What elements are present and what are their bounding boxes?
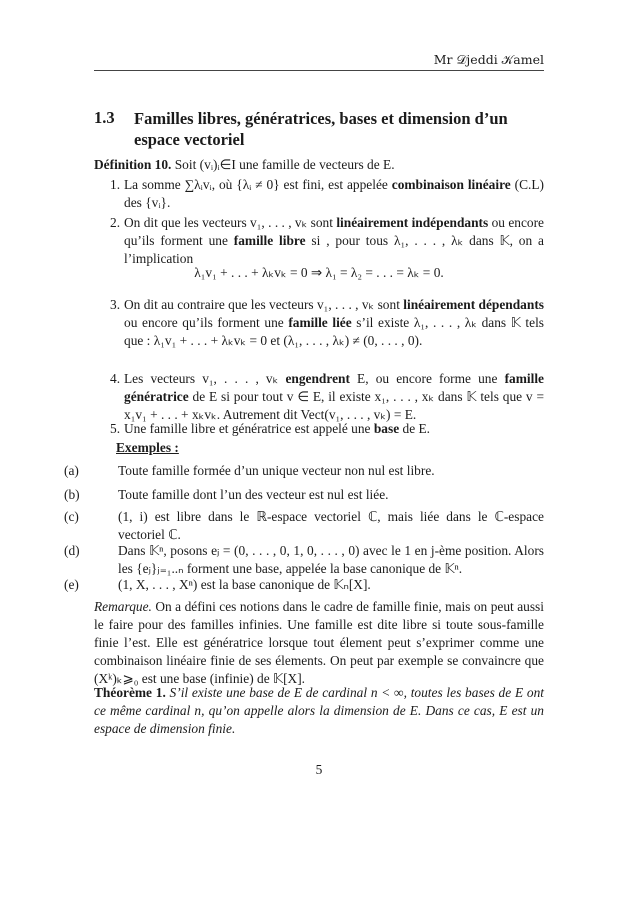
section-title: Familles libres, génératrices, bases et dimension d’un espace vectoriel: [134, 109, 508, 149]
item-term: famille liée: [288, 315, 352, 330]
item-text: [124, 296, 544, 350]
item-text-part: de E.: [399, 421, 431, 436]
definition-label: Définition 10.: [94, 157, 172, 172]
item-term: base: [373, 421, 400, 436]
item-term: linéairement indépendants: [336, 215, 489, 230]
item-number: 1.: [110, 177, 121, 192]
header-author: Mr 𝒟jeddi 𝒦amel: [433, 52, 544, 67]
example-label: (b): [64, 487, 80, 502]
item-text: [124, 370, 544, 424]
theorem-paragraph: [94, 684, 544, 738]
definition-intro: Soit (vᵢ)ᵢ∈I une famille de vecteurs de E.: [174, 157, 395, 172]
definition-heading: [94, 156, 544, 174]
item-text: [124, 176, 544, 212]
implication-equation: λ₁v₁ + . . . + λₖvₖ = 0 ⇒ λ₁ = λ₂ = . . . = λₖ = 0.: [194, 265, 444, 280]
section-number: 1.3: [94, 108, 115, 127]
item-text-part: de E si pour tout v ∈ E, il existe x₁, . . . , xₖ dans 𝕂 tels que v = x₁v₁ + . . . + xₖvₖ. Autrement dit Vect(v₁, . . . , vₖ) = E.: [124, 389, 544, 422]
item-term: combinaison linéaire: [391, 177, 511, 192]
item-text-part: La somme ∑λᵢvᵢ, où {λᵢ ≠ 0} est fini, est appelée: [124, 177, 392, 192]
item-text-part: ou encore qu’ils forment une: [124, 215, 545, 248]
item-number: 4.: [110, 371, 121, 386]
item-text-part: s’il existe λ₁, . . . , λₖ dans 𝕂 tels que : λ₁v₁ + . . . + λₖvₖ = 0 et (λ₁, . . . , λₖ) ≠ (0, . . . , 0).: [124, 315, 544, 348]
item-text-part: si , pour tous λ₁, . . . , λₖ dans 𝕂, on a l’implication: [124, 233, 544, 266]
item-number: 5.: [110, 421, 121, 436]
running-header: [94, 50, 544, 71]
item-term: famille libre: [233, 233, 306, 248]
example-label: (e): [64, 577, 79, 592]
item-term: linéairement dépendants: [403, 297, 545, 312]
item-text-part: ou encore qu’ils forment une: [124, 315, 289, 330]
item-term: engendrent: [285, 371, 350, 386]
item-number: 3.: [110, 297, 121, 312]
page-number: 5: [315, 762, 323, 777]
example-text: (1, i) est libre dans le ℝ-espace vectoriel ℂ, mais liée dans le ℂ-espace vectoriel ℂ.: [118, 509, 544, 542]
remark-label: Remarque.: [94, 599, 152, 614]
item-text-part: On dit au contraire que les vecteurs v₁, . . . , vₖ sont: [124, 297, 404, 312]
example-text: Toute famille dont l’un des vecteur est nul est liée.: [118, 487, 389, 502]
item-text-part: (C.L) des {vᵢ}.: [124, 177, 545, 210]
example-text: Dans 𝕂ⁿ, posons eⱼ = (0, . . . , 0, 1, 0, . . . , 0) avec le 1 en j-ème position. Alors les {eⱼ}ⱼ₌₁..ₙ forment une base, appelée la base canonique de 𝕂ⁿ.: [118, 543, 544, 576]
remark-paragraph: [94, 598, 544, 688]
theorem-text: S’il existe une base de E de cardinal n < ∞, toutes les bases de E ont ce même cardinal n, qu’on appelle alors la dimension de E. Dans ce cas, E est un espace de dimension finie.: [94, 685, 544, 736]
example-label: (c): [64, 509, 79, 524]
theorem-label: Théorème 1.: [94, 685, 166, 700]
example-label: (a): [64, 463, 79, 478]
item-text-part: Une famille libre et génératrice est appelé une: [124, 421, 374, 436]
item-term: famille génératrice: [124, 371, 544, 404]
item-text-part: E, ou encore forme une: [349, 371, 505, 386]
remark-text: On a défini ces notions dans le cadre de famille finie, mais on peut aussi le faire pour des familles infinies. Une famille est dite libre si toute sous-famille finie l’est. Elle est génératrice lorsque tout élement peut s’exprimer comme une combinaison linéaire finie de ses élements. On peut par exemple se convaincre que (Xᵏ)ₖ⩾₀ est une base (infinie) de 𝕂[X].: [94, 599, 544, 686]
item-text-part: Les vecteurs v₁, . . . , vₖ: [124, 371, 286, 386]
item-text-part: On dit que les vecteurs v₁, . . . , vₖ sont: [124, 215, 337, 230]
examples-heading: Exemples :: [116, 440, 179, 455]
item-number: 2.: [110, 215, 121, 230]
item-text: [124, 420, 544, 438]
item-text: [124, 214, 544, 268]
example-label: (d): [64, 543, 80, 558]
example-text: Toute famille formée d’un unique vecteur non nul est libre.: [118, 463, 435, 478]
example-text: (1, X, . . . , Xⁿ) est la base canonique de 𝕂ₙ[X].: [118, 577, 371, 592]
